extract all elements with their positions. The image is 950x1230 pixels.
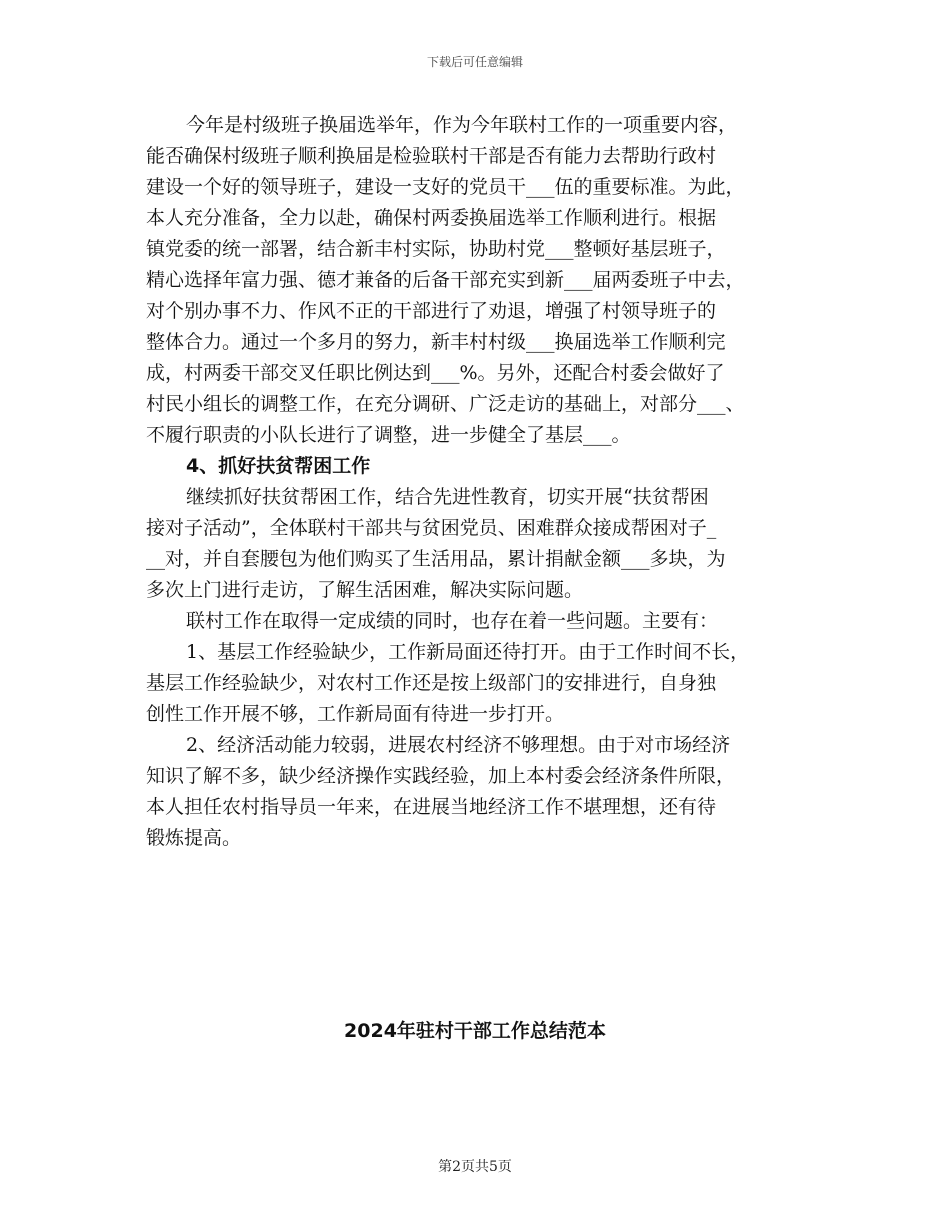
body-line: 本人担任农村指导员一年来，在进展当地经济工作不堪理想，还有待 (146, 796, 717, 818)
body-line: 知识了解不多，缺少经济操作实践经验，加上本村委会经济条件所限， (146, 765, 736, 787)
body-line: 联村工作在取得一定成绩的同时，也存在着一些问题。主要有： (186, 610, 719, 632)
body-line: 创性工作开展不够，工作新局面有待进一步打开。 (146, 703, 565, 725)
body-line: 1、基层工作经验缺少，工作新局面还待打开。由于工作时间不长， (186, 641, 750, 663)
body-line: 镇党委的统一部署，结合新丰村实际，协助村党___整顿好基层班子， (146, 238, 726, 260)
body-line: 整体合力。通过一个多月的努力，新丰村村级___换届选举工作顺利完 (146, 331, 726, 353)
body-line: 精心选择年富力强、德才兼备的后备干部充实到新___届两委班子中去， (146, 269, 745, 291)
body-line: 多次上门进行走访，了解生活困难，解决实际问题。 (146, 579, 584, 601)
body-line: 对个别办事不力、作风不正的干部进行了劝退，增强了村领导班子的 (146, 300, 717, 322)
body-line: 基层工作经验缺少，对农村工作还是按上级部门的安排进行，自身独 (146, 672, 717, 694)
page-header-note: 下载后可任意编辑 (426, 55, 523, 69)
body-line: 2、经济活动能力较弱，进展农村经济不够理想。由于对市场经济 (186, 734, 731, 756)
body-line: __对，并自套腰包为他们购买了生活用品，累计捐献金额___多块，为 (146, 548, 726, 570)
body-line: 成，村两委干部交叉任职比例达到___%。另外，还配合村委会做好了 (146, 362, 725, 384)
body-line: 不履行职责的小队长进行了调整，进一步健全了基层___。 (146, 424, 631, 446)
body-line: 村民小组长的调整工作，在充分调研、广泛走访的基础上，对部分___、 (146, 393, 745, 415)
body-line: 接对子活动”，全体联村干部共与贫困党员、困难群众接成帮困对子_ (146, 517, 717, 539)
body-line: 本人充分准备，全力以赴，确保村两委换届选举工作顺利进行。根据 (146, 207, 717, 229)
body-line: 能否确保村级班子顺利换届是检验联村干部是否有能力去帮助行政村 (146, 145, 717, 167)
document-body (146, 110, 818, 854)
body-line: 今年是村级班子换届选举年，作为今年联村工作的一项重要内容， (186, 114, 738, 136)
section-title: 2024年驻村干部工作总结范本 (344, 1020, 606, 1042)
body-line: 锻炼提高。 (146, 827, 242, 849)
body-line: 建设一个好的领导班子，建设一支好的党员干___伍的重要标准。为此， (146, 176, 745, 198)
body-line: 继续抓好扶贫帮困工作，结合先进性教育，切实开展“扶贫帮困 (186, 486, 709, 508)
section-heading: 4、抓好扶贫帮困工作 (186, 455, 371, 477)
page-number-footer: 第2页共5页 (438, 1159, 512, 1175)
